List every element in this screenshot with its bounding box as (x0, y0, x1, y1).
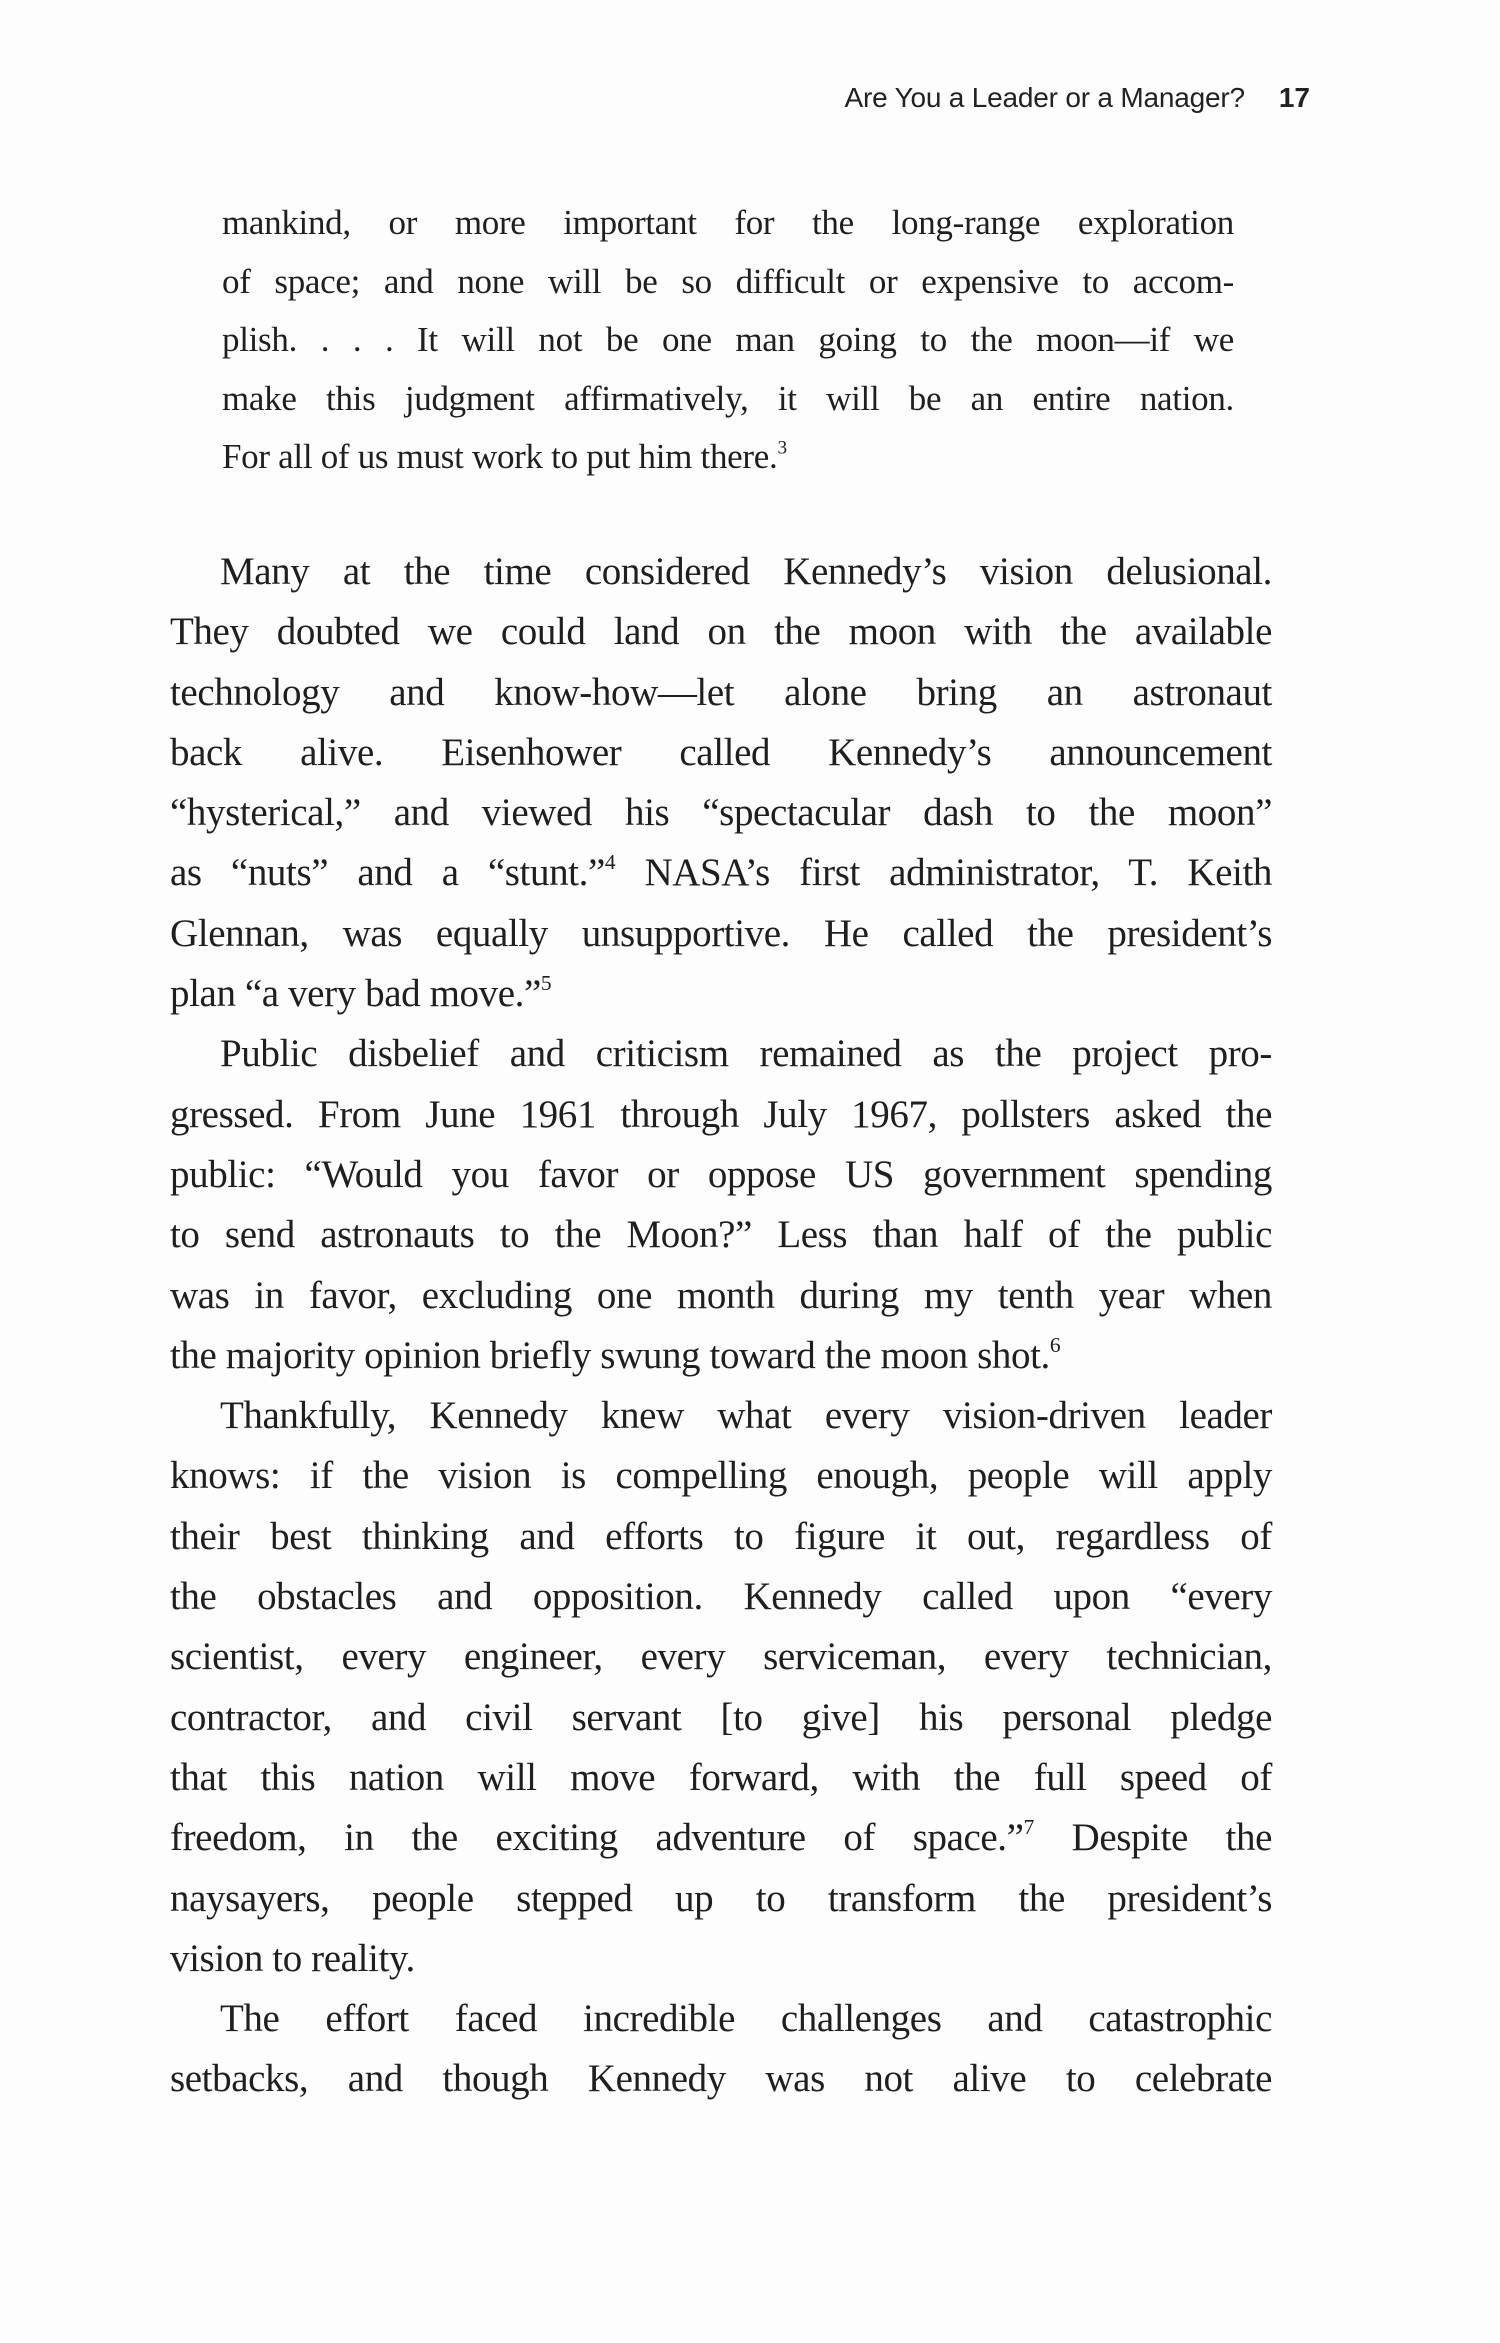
quote-line: For all of us must work to put him there.$^3$ (222, 437, 787, 476)
paragraph-line: public: “Would you favor or oppose US government spending (170, 1152, 1272, 1196)
page-number: 17 (1278, 82, 1310, 113)
body-text (170, 542, 1272, 2110)
paragraph-line: Many at the time considered Kennedy’s vision delusional. (220, 550, 1272, 593)
paragraph-line: vision to reality. (170, 1936, 415, 1980)
paragraph-line: scientist, every engineer, every serviceman, every technician, (170, 1635, 1272, 1679)
paragraph-line: Glennan, was equally unsupportive. He called the president’s (170, 911, 1272, 955)
paragraph-line: to send astronauts to the Moon?” Less than half of the public (170, 1213, 1272, 1257)
footnote-ref: 3 (777, 437, 787, 459)
paragraph-line: as “nuts” and a “stunt.”$^4$ NASA’s first administrator, T. Keith (170, 850, 1272, 895)
paragraph-line: Thankfully, Kennedy knew what every vision-driven leader (220, 1394, 1272, 1438)
paragraph-line: plan “a very bad move.”$^5$ (170, 971, 552, 1016)
paragraph-line: freedom, in the exciting adventure of space.”$^7$ Despite the (170, 1815, 1272, 1860)
footnote-ref: 6 (1049, 1332, 1061, 1357)
paragraph-line: Public disbelief and criticism remained as the project pro- (220, 1032, 1272, 1076)
quote-line: make this judgment affirmatively, it will be an entire nation. (222, 378, 1234, 418)
paragraph-line: They doubted we could land on the moon with the available (170, 610, 1272, 654)
paragraph-line: “hysterical,” and viewed his “spectacular dash to the moon” (170, 791, 1272, 835)
footnote-ref: 5 (540, 971, 552, 995)
paragraph-line: The effort faced incredible challenges and catastrophic (220, 1997, 1272, 2041)
paragraph-line: gressed. From June 1961 through July 1967, pollsters asked the (170, 1092, 1272, 1136)
paragraph-line: the majority opinion briefly swung toward the moon shot.$^6$ (170, 1332, 1061, 1377)
running-title: Are You a Leader or a Manager? (844, 82, 1245, 113)
quote-line: plish. . . . It will not be one man going to the moon—if we (222, 320, 1234, 359)
footnote-ref: 4 (604, 850, 616, 875)
paragraph-line: that this nation will move forward, with the full speed of (170, 1755, 1272, 1799)
block-quote (222, 194, 1234, 487)
paragraph-line: their best thinking and efforts to figure it out, regardless of (170, 1514, 1272, 1558)
quote-line: mankind, or more important for the long-range exploration (222, 203, 1234, 242)
paragraph-line: the obstacles and opposition. Kennedy called upon “every (170, 1575, 1272, 1619)
paragraph-line: naysayers, people stepped up to transform the president’s (170, 1876, 1272, 1920)
paragraph-line: contractor, and civil servant [to give] his personal pledge (170, 1695, 1272, 1739)
paragraph-line: was in favor, excluding one month during my tenth year when (170, 1273, 1272, 1317)
paragraph-line: knows: if the vision is compelling enough, people will apply (170, 1454, 1272, 1498)
paragraph-line: back alive. Eisenhower called Kennedy’s announcement (170, 730, 1272, 774)
paragraph-line: technology and know-how—let alone bring an astronaut (170, 670, 1272, 714)
quote-line: of space; and none will be so difficult or expensive to accom- (222, 261, 1234, 301)
running-head (0, 82, 1310, 114)
footnote-ref: 7 (1023, 1815, 1034, 1840)
paragraph-line: setbacks, and though Kennedy was not alive to celebrate (170, 2057, 1272, 2101)
